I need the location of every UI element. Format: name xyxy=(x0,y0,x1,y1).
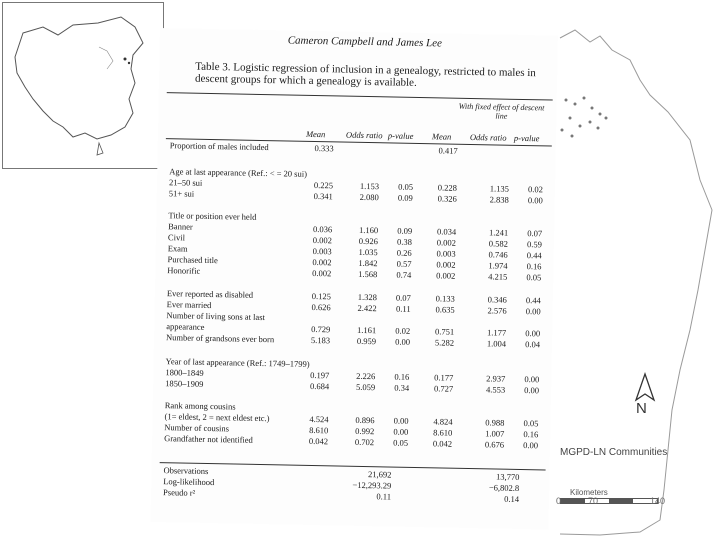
table-cell xyxy=(342,144,380,145)
scale-bar xyxy=(560,498,658,504)
paper-scan xyxy=(151,28,558,530)
row-label: Exam xyxy=(167,243,188,254)
table-cell xyxy=(470,216,508,217)
table-cell: 0.042 xyxy=(432,438,453,449)
footer-cell: −12,293.29 xyxy=(352,479,392,491)
region-outline xyxy=(560,30,712,535)
table-caption: Table 3. Logistic regression of inclusion in a genealogy, restricted to males in descent groups for which a genealogy is available. xyxy=(194,60,536,89)
row-label: Banner xyxy=(168,221,193,232)
table-cell: 2.422 xyxy=(357,302,377,314)
table-cell: 0.341 xyxy=(313,190,333,202)
table-cell: 5.059 xyxy=(355,381,376,393)
table-cell: 0.036 xyxy=(312,223,333,235)
table-cell: 1.161 xyxy=(357,324,377,336)
table-cell: 4.524 xyxy=(309,413,329,425)
table-cell: 1.135 xyxy=(489,183,510,194)
table-cell: 5.282 xyxy=(434,337,455,348)
table-cell xyxy=(471,172,509,173)
table-cell xyxy=(514,147,544,148)
table-cell: 0.00 xyxy=(527,195,543,206)
group-header: With fixed effect of descent line xyxy=(458,101,545,121)
north-label: N xyxy=(636,400,647,417)
table-cell: 1.568 xyxy=(358,268,378,280)
table-cell: 2.576 xyxy=(487,305,507,316)
table-cell: 0.00 xyxy=(525,328,541,339)
table-cell: 0.00 xyxy=(523,440,539,451)
table-cell: 0.133 xyxy=(435,293,455,304)
table-cell: 0.676 xyxy=(484,439,505,450)
table-cell: 0.896 xyxy=(355,414,375,426)
table-cell: 8.610 xyxy=(433,427,453,438)
row-label: Title or position ever held xyxy=(168,210,257,222)
table-cell: 0.00 xyxy=(525,306,541,317)
table-cell xyxy=(300,213,332,214)
scale-tick: 70 xyxy=(588,496,599,506)
table-cell: 0.959 xyxy=(356,335,377,347)
table-cell xyxy=(468,362,506,363)
footer-cell: 21,692 xyxy=(368,469,392,480)
table-cell: 0.002 xyxy=(312,267,332,279)
table-cell xyxy=(467,406,505,407)
table-cell xyxy=(423,405,453,406)
row-label: 1800–1849 xyxy=(165,367,204,378)
island-dots xyxy=(561,97,608,138)
row-label: appearance xyxy=(166,321,205,332)
table-cell: 1.160 xyxy=(358,224,379,236)
table-cell: 0.003 xyxy=(436,248,456,259)
table-cell: 0.333 xyxy=(314,142,334,154)
table-cell: 0.34 xyxy=(394,382,410,393)
table-top-rule xyxy=(167,92,553,100)
table-cell: 0.197 xyxy=(310,369,330,381)
table-cell: 0.05 xyxy=(523,418,539,429)
running-header-authors: Cameron Campbell and James Lee xyxy=(287,34,443,50)
table-cell: 0.02 xyxy=(395,325,411,336)
table-cell: 2.937 xyxy=(486,373,506,384)
row-label: 21–50 sui xyxy=(168,177,203,188)
table-cell xyxy=(509,407,539,408)
table-cell: 0.44 xyxy=(525,295,541,306)
table-cell: 1.842 xyxy=(358,257,378,269)
table-cell: 0.992 xyxy=(355,425,375,437)
table-cell xyxy=(380,360,410,361)
table-row xyxy=(170,140,550,158)
table-cell: 0.59 xyxy=(526,239,543,250)
table-cell: 0.228 xyxy=(437,182,458,193)
table-cell xyxy=(299,313,331,314)
table-cell: 0.684 xyxy=(309,380,330,392)
row-label: 1850–1909 xyxy=(165,378,204,389)
table-cell: 5.183 xyxy=(310,334,331,346)
table-cell: 2.080 xyxy=(359,191,379,203)
footer-cell: 0.14 xyxy=(504,493,520,504)
table-cell xyxy=(340,213,378,214)
table-cell: 1.007 xyxy=(485,428,505,439)
footer-cell: −6,802.8 xyxy=(488,482,520,493)
table-cell: 0.702 xyxy=(354,436,375,448)
table-cell: 0.16 xyxy=(526,261,542,272)
table-cell: 1.153 xyxy=(359,180,380,192)
table-cell: 0.00 xyxy=(393,415,409,426)
table-cell: 0.125 xyxy=(311,290,331,302)
table-cell: 0.00 xyxy=(524,374,540,385)
table-cell: 0.02 xyxy=(528,184,544,195)
table-cell: 0.002 xyxy=(436,237,457,248)
row-label: Number of living sons at last xyxy=(166,310,266,323)
table-cell: 0.002 xyxy=(312,234,333,246)
table-cell: 0.751 xyxy=(435,326,455,337)
table-cell: 0.988 xyxy=(485,417,505,428)
table-cell xyxy=(297,403,329,404)
scale-tick: 0 xyxy=(556,496,562,506)
row-label: Honorific xyxy=(167,265,201,276)
table-cell xyxy=(472,146,510,147)
table-cell: 0.05 xyxy=(393,437,409,448)
table-cell: 0.26 xyxy=(396,247,412,258)
row-label: Number of grandsons ever born xyxy=(165,332,275,345)
row-label: Grandfather not identified xyxy=(164,433,253,445)
table-cell: 0.003 xyxy=(312,245,332,257)
table-cell: 1.004 xyxy=(486,338,507,349)
table-cell xyxy=(384,144,414,145)
table-cell: 8.610 xyxy=(309,424,329,436)
map-credit: MGPD-LN Communities xyxy=(560,447,668,458)
table-cell: 0.042 xyxy=(308,435,329,447)
table-cell: 1.974 xyxy=(488,260,508,271)
locator-inset-map xyxy=(2,2,164,169)
table-cell xyxy=(513,173,543,174)
row-label: Age at last appearance (Ref.: < = 20 sui) xyxy=(169,166,308,179)
table-cell: 0.00 xyxy=(393,426,409,437)
table-cell xyxy=(510,363,540,364)
table-cell: 0.74 xyxy=(396,269,412,280)
row-label: Rank among cousins xyxy=(164,400,236,412)
table-cell: 0.417 xyxy=(438,145,458,156)
scale-tick: 140 xyxy=(650,496,666,506)
table-cell: 0.002 xyxy=(312,256,332,268)
col-header: Mean xyxy=(305,128,326,140)
table-cell xyxy=(382,214,412,215)
table-cell xyxy=(383,170,413,171)
table-cell: 0.09 xyxy=(397,225,413,236)
row-label: 51+ sui xyxy=(168,188,195,199)
table-cell: 0.177 xyxy=(434,372,454,383)
table-cell: 0.00 xyxy=(395,336,411,347)
table-cell: 0.729 xyxy=(311,323,331,335)
table-cell xyxy=(338,359,376,360)
footer-cell: Log-likelihood xyxy=(163,476,215,488)
table-cell: 0.09 xyxy=(397,192,413,203)
row-label: (1= eldest, 2 = next eldest etc.) xyxy=(164,411,270,424)
table-cell xyxy=(425,315,455,316)
table-cell: 2.226 xyxy=(356,370,376,382)
table-cell xyxy=(426,215,456,216)
table-cell xyxy=(341,170,379,171)
table-cell: 0.002 xyxy=(436,270,456,281)
row-label: Number of cousins xyxy=(164,422,230,434)
table-cell: 0.635 xyxy=(435,304,455,315)
table-cell: 4.215 xyxy=(488,271,508,282)
table-cell: 0.326 xyxy=(437,193,457,204)
table-cell: 0.16 xyxy=(394,371,410,382)
table-cell: 0.07 xyxy=(527,228,543,239)
col-header: Mean xyxy=(431,131,452,142)
table-cell: 0.346 xyxy=(487,294,507,305)
table-cell: 4.824 xyxy=(433,416,453,427)
col-header: Odds ratio xyxy=(469,131,507,143)
table-cell: 0.00 xyxy=(524,385,540,396)
table-cell: 0.626 xyxy=(311,301,331,313)
table-cell: 0.04 xyxy=(525,339,541,350)
table-cell: 0.746 xyxy=(488,249,508,260)
table-cell xyxy=(469,316,507,317)
table-cell: 0.38 xyxy=(396,236,413,247)
table-cell xyxy=(381,314,411,315)
row-label: Ever reported as disabled xyxy=(166,288,254,300)
scale-title: Kilometers xyxy=(570,488,608,497)
footer-cell: Observations xyxy=(163,465,209,477)
table-cell: 0.16 xyxy=(523,429,539,440)
row-label: Year of last appearance (Ref.: 1749–1799) xyxy=(165,356,310,369)
table-cell xyxy=(427,171,457,172)
table-cell: 0.582 xyxy=(488,238,509,249)
table-cell: 0.05 xyxy=(526,272,542,283)
table-cell: 0.11 xyxy=(395,303,411,314)
table-cell: 0.07 xyxy=(395,292,411,303)
row-label: Purchased title xyxy=(167,254,218,266)
footer-cell: Pseudo r² xyxy=(162,487,196,498)
row-label: Ever married xyxy=(166,299,212,311)
table-cell: 0.034 xyxy=(436,226,457,237)
footer-cell: 0.11 xyxy=(376,491,392,502)
table-cell xyxy=(339,313,377,314)
table-cell: 2.838 xyxy=(489,194,509,205)
table-cell xyxy=(512,217,542,218)
table-cell xyxy=(337,403,375,404)
table-cell: 0.727 xyxy=(433,383,454,394)
row-label: Proportion of males included xyxy=(169,140,269,153)
table-cell: 0.05 xyxy=(398,181,414,192)
table-cell: 0.225 xyxy=(313,179,334,191)
table-cell: 1.177 xyxy=(486,327,507,338)
table-cell xyxy=(379,404,409,405)
col-header: p-value xyxy=(387,130,414,141)
china-outline xyxy=(3,3,163,168)
table-cell: 4.553 xyxy=(485,384,506,395)
table-cell: 0.926 xyxy=(358,235,379,247)
row-label: Civil xyxy=(167,232,186,243)
table-cell: 0.44 xyxy=(526,250,542,261)
table-cell: 0.57 xyxy=(396,258,412,269)
col-header: p-value xyxy=(513,132,540,144)
col-header: Odds ratio xyxy=(345,129,383,141)
table-cell xyxy=(424,361,454,362)
table-cell xyxy=(511,317,541,318)
footer-cell: 13,770 xyxy=(495,471,520,482)
table-cell: 1.035 xyxy=(358,246,378,258)
table-cell: 0.002 xyxy=(436,259,456,270)
table-cell: 1.241 xyxy=(488,227,509,238)
table-cell: 1.328 xyxy=(357,291,377,303)
